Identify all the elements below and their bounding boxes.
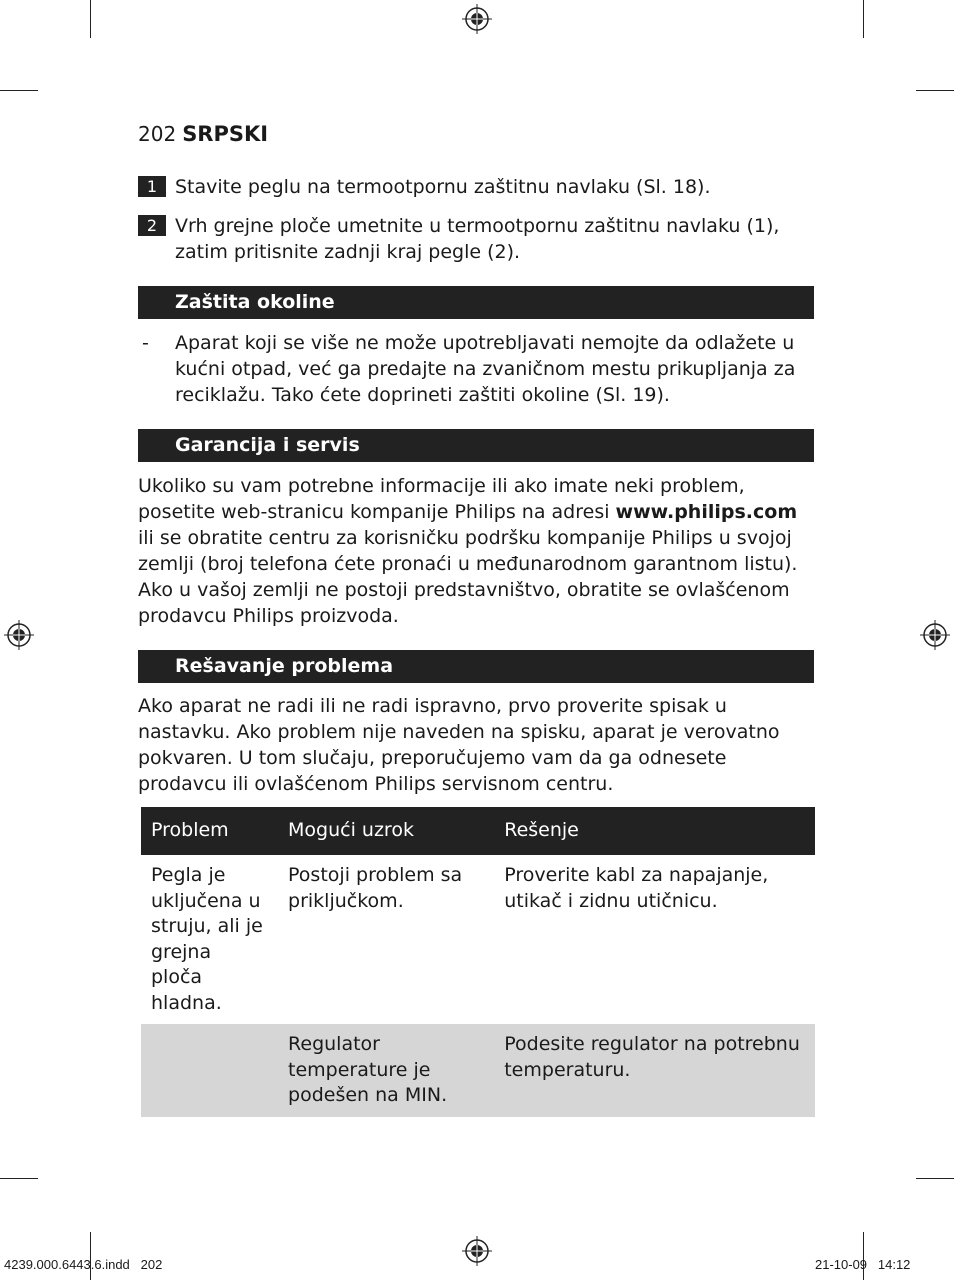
footer-date: 21-10-09 14:12 xyxy=(815,1257,911,1272)
table-row xyxy=(141,1024,815,1117)
table-row xyxy=(141,855,815,1024)
section-title: Rešavanje problema xyxy=(175,655,394,677)
table-cell-cause: Postoji problem sa priključkom. xyxy=(288,864,463,912)
step-2 xyxy=(138,213,808,265)
column-header-problem: Problem xyxy=(141,807,278,855)
bullet-text: Aparat koji se više ne može upotrebljavati nemojte da odlažete u kućni otpad, već ga predajte na zvaničnom mestu prikupljanja za reciklažu. Tako ćete doprineti zaštiti okoline (Sl. 19). xyxy=(175,332,796,406)
table-cell-cause: Regulator temperature je podešen na MIN. xyxy=(278,1024,494,1117)
section-heading-troubleshooting xyxy=(138,650,814,683)
crop-mark xyxy=(863,0,864,38)
registration-mark-icon xyxy=(462,1236,492,1266)
crop-mark xyxy=(916,1178,954,1179)
warranty-text-after: ili se obratite centru za korisničku podršku kompanije Philips u svojoj zemlji (broj telefona ćete pronaći u međunarodnom garantnom listu). Ako u vašoj zemlji ne postoji predstavništvo, obratite se ovlašćenom prodavcu Philips proizvoda. xyxy=(138,527,798,627)
registration-mark-icon xyxy=(920,620,950,650)
section-title: Garancija i servis xyxy=(175,434,360,456)
section-heading-environment xyxy=(138,286,814,319)
table-cell-solution: Proverite kabl za napajanje, utikač i zidnu utičnicu. xyxy=(504,864,769,912)
bullet-item xyxy=(138,330,798,408)
warranty-paragraph xyxy=(138,473,814,629)
crop-mark xyxy=(90,0,91,38)
page-number: 202 xyxy=(138,122,177,146)
table-cell-solution: Podesite regulator na potrebnu temperaturu. xyxy=(494,1024,815,1117)
step-1 xyxy=(138,174,808,200)
crop-mark xyxy=(0,1178,38,1179)
table-header-row xyxy=(141,807,815,855)
crop-mark xyxy=(0,90,38,91)
language-label: SRPSKI xyxy=(182,122,269,146)
column-header-cause: Mogući uzrok xyxy=(278,807,494,855)
step-number: 1 xyxy=(138,176,166,197)
column-header-solution: Rešenje xyxy=(494,807,815,855)
warranty-text-before: Ukoliko su vam potrebne informacije ili ako imate neki problem, posetite web-stranicu kompanije Philips na adresi xyxy=(138,475,745,523)
table-cell-problem xyxy=(141,1024,278,1117)
registration-mark-icon xyxy=(462,4,492,34)
step-text: Vrh grejne ploče umetnite u termootpornu zaštitnu navlaku (1), zatim pritisnite zadnji kraj pegle (2). xyxy=(175,215,780,263)
step-number: 2 xyxy=(138,215,166,236)
step-text: Stavite peglu na termootpornu zaštitnu navlaku (Sl. 18). xyxy=(175,176,711,198)
bullet-dash: - xyxy=(142,332,149,354)
troubleshooting-table xyxy=(141,807,815,1117)
philips-website-link[interactable]: www.philips.com xyxy=(615,501,798,523)
registration-mark-icon xyxy=(4,620,34,650)
section-heading-warranty xyxy=(138,429,814,462)
page-header xyxy=(138,120,268,148)
table-cell-problem: Pegla je uključena u struju, ali je grejna ploča hladna. xyxy=(151,864,263,1014)
troubleshooting-intro: Ako aparat ne radi ili ne radi ispravno, prvo proverite spisak u nastavku. Ako problem nije naveden na spisku, aparat je verovatno pokvaren. U tom slučaju, preporučujemo vam da ga odnesete prodavcu ili ovlašćenom Philips servisnom centru. xyxy=(138,695,780,795)
footer-file-name: 4239.000.6443.6.indd 202 xyxy=(4,1257,163,1272)
section-title: Zaštita okoline xyxy=(175,291,335,313)
crop-mark xyxy=(916,90,954,91)
